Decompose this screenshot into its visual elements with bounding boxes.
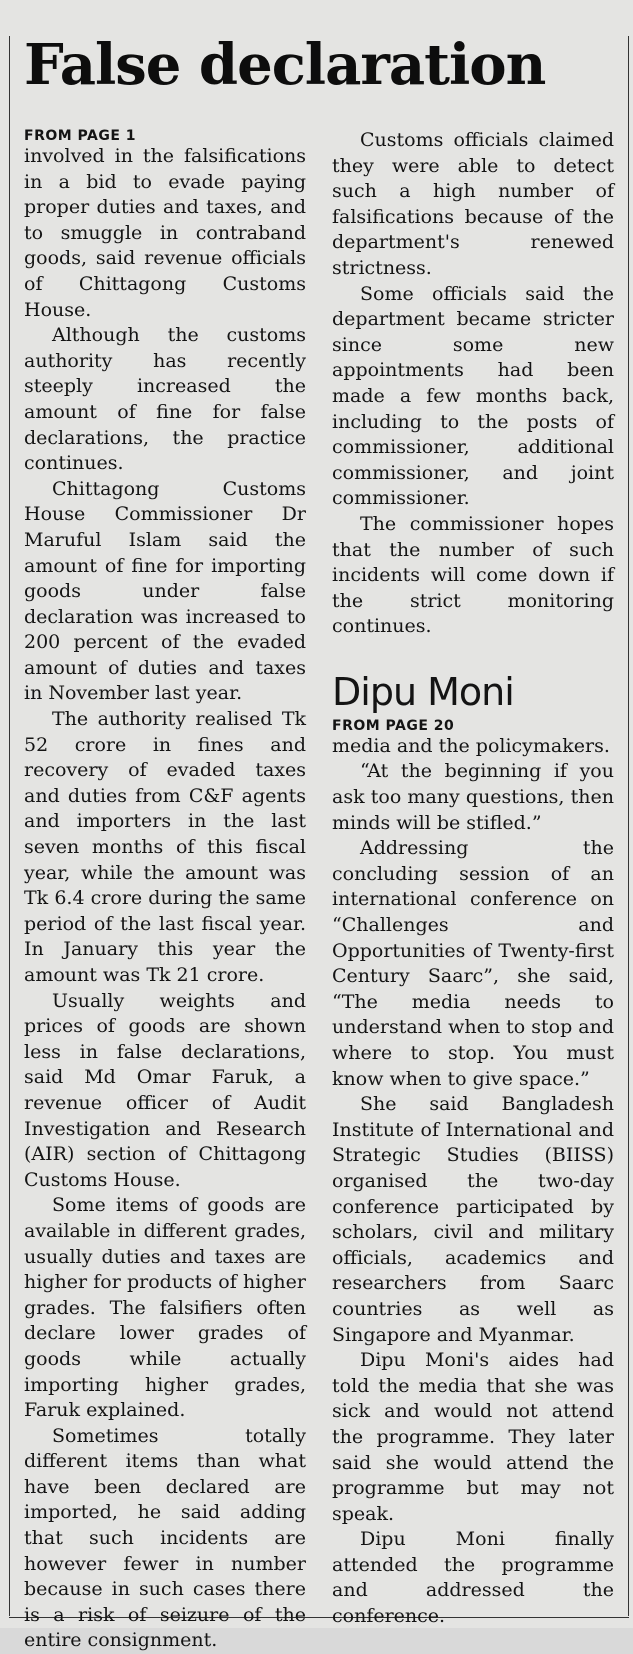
article-paragraph: Dipu Moni's aides had told the media that she was sick and would not attend the programme. They later said she would attend the programme but may not speak. [332,1349,614,1525]
article-paragraph: Chittagong Customs House Commissioner Dr Maruful Islam said the amount of fine for importing goods under false declaration was increased to 200 percent of the evaded amount of duties and taxes in November last year. [24,477,306,705]
article-paragraph: involved in the falsifications in a bid to evade paying proper duties and taxes, and to smuggle in contraband goods, said revenue officials of Chittagong Customs House. [24,145,306,321]
right-border-rule [628,36,629,1616]
article-paragraph: The commissioner hopes that the number of such incidents will come down if the strict monitoring continues. [332,512,614,638]
from-page-label: FROM PAGE 1 [24,128,137,144]
article-paragraph: She said Bangladesh Institute of International and Strategic Studies (BIISS) organised the two-day conference participated by scholars, civil and military officials, academics and researchers from Saarc countries as well as Singapore and Myanmar. [332,1093,614,1346]
article-paragraph: Dipu Moni finally attended the programme and addressed the conference. [332,1528,614,1628]
headline: False declaration [24,32,546,98]
article-paragraph: Some officials said the department became stricter since some new appointments had been made a few months back, including to the posts of commissioner, additional commissioner, and joint commissioner. [332,282,614,510]
right-column [332,128,614,1630]
article-paragraph: Usually weights and prices of goods are shown less in false declarations, said Md Omar Faruk, a revenue officer of Audit Investigation and Research (AIR) section of Chittagong Customs House. [24,989,306,1191]
article-paragraph: Although the customs authority has recently steeply increased the amount of fine for false declarations, the practice continues. [24,324,306,475]
left-column [24,128,306,1654]
article-paragraph: media and the policymakers. [332,734,610,757]
from-page-label: FROM PAGE 20 [332,717,455,734]
article-paragraph: Addressing the concluding session of an international conference on “Challenges and Opportunities of Twenty-first Century Saarc”, she said, “The media needs to understand when to stop and where to stop. You must know when to give space.” [332,837,615,1090]
article-paragraph: “At the beginning if you ask too many questions, then minds will be stifled.” [332,760,614,834]
article-paragraph: The authority realised Tk 52 crore in fines and recovery of evaded taxes and duties from C&F agents and importers in the last seven months of this fiscal year, while the amount was Tk 6.4 crore during the same period of the last fiscal year. In January this year the amount was Tk 21 crore. [24,708,306,986]
article-paragraph: Some items of goods are available in different grades, usually duties and taxes are higher for products of higher grades. The falsifiers often declare lower grades of goods while actually importing higher grades, Faruk explained. [24,1194,306,1422]
article-paragraph: Customs officials claimed they were able to detect such a high number of falsifications because of the department's renewed strictness. [332,129,614,279]
subhead: Dipu Moni [332,669,514,714]
article-paragraph: Sometimes totally different items than what have been declared are imported, he said adding that such incidents are however fewer in number because in such cases there is a risk of seizure of the entire consignment. [24,1424,306,1652]
left-border-rule [9,36,10,1616]
